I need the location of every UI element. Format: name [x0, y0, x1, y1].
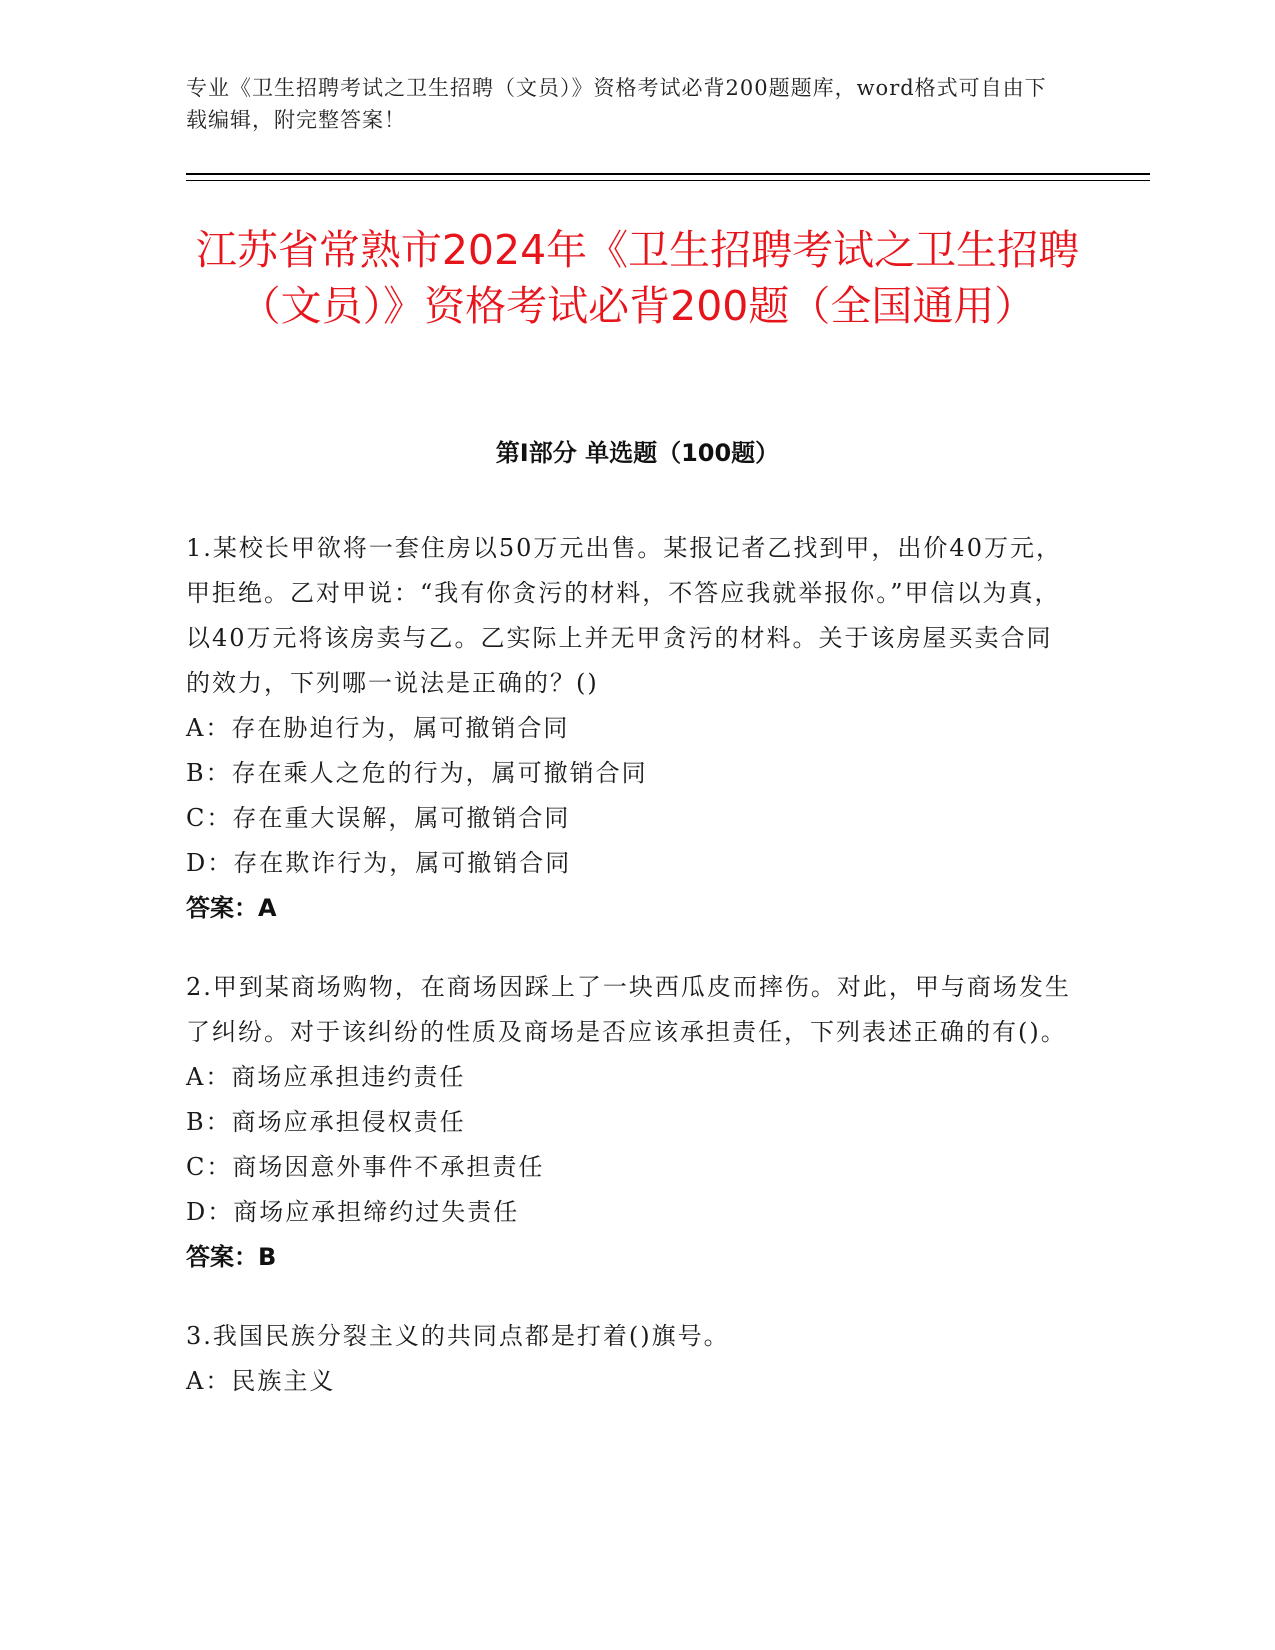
option-a: A：商场应承担违约责任: [186, 1063, 466, 1091]
question-3: [186, 1314, 1076, 1404]
option-d: D：存在欺诈行为，属可撤销合同: [186, 849, 572, 877]
option-c: C：商场因意外事件不承担责任: [186, 1153, 545, 1181]
option-b: B：商场应承担侵权责任: [186, 1108, 466, 1136]
option-a: A：民族主义: [186, 1367, 336, 1395]
question-stem: 2.甲到某商场购物，在商场因踩上了一块西瓜皮而摔伤。对此，甲与商场发生了纠纷。对于该纠纷的性质及商场是否应该承担责任，下列表述正确的有()。: [186, 973, 1071, 1046]
option-a: A：存在胁迫行为，属可撤销合同: [186, 714, 570, 742]
answer: 答案：A: [186, 894, 277, 922]
question-2: [186, 965, 1076, 1280]
document-title: 江苏省常熟市2024年《卫生招聘考试之卫生招聘（文员）》资格考试必背200题（全国通用）: [195, 226, 1080, 330]
question-1: [186, 526, 1076, 931]
question-list: [186, 526, 1076, 1438]
section-title: 第I部分 单选题（100题）: [495, 439, 780, 467]
header-note: 专业《卫生招聘考试之卫生招聘（文员）》资格考试必背200题题库，word格式可自由下载编辑，附完整答案！: [186, 76, 1047, 132]
question-stem: 3.我国民族分裂主义的共同点都是打着()旗号。: [186, 1322, 730, 1350]
question-stem: 1.某校长甲欲将一套住房以50万元出售。某报记者乙找到甲，出价40万元，甲拒绝。乙对甲说：“我有你贪污的材料，不答应我就举报你。”甲信以为真，以40万元将该房卖与乙。乙实际上并无甲贪污的材料。关于该房屋买卖合同的效力，下列哪一说法是正确的？(): [186, 534, 1062, 697]
header-divider-thin: [186, 180, 1150, 181]
option-b: B：存在乘人之危的行为，属可撤销合同: [186, 759, 648, 787]
option-c: C：存在重大误解，属可撤销合同: [186, 804, 571, 832]
answer: 答案：B: [186, 1243, 277, 1271]
header-divider-thick: [186, 173, 1150, 175]
option-d: D：商场应承担缔约过失责任: [186, 1198, 520, 1226]
